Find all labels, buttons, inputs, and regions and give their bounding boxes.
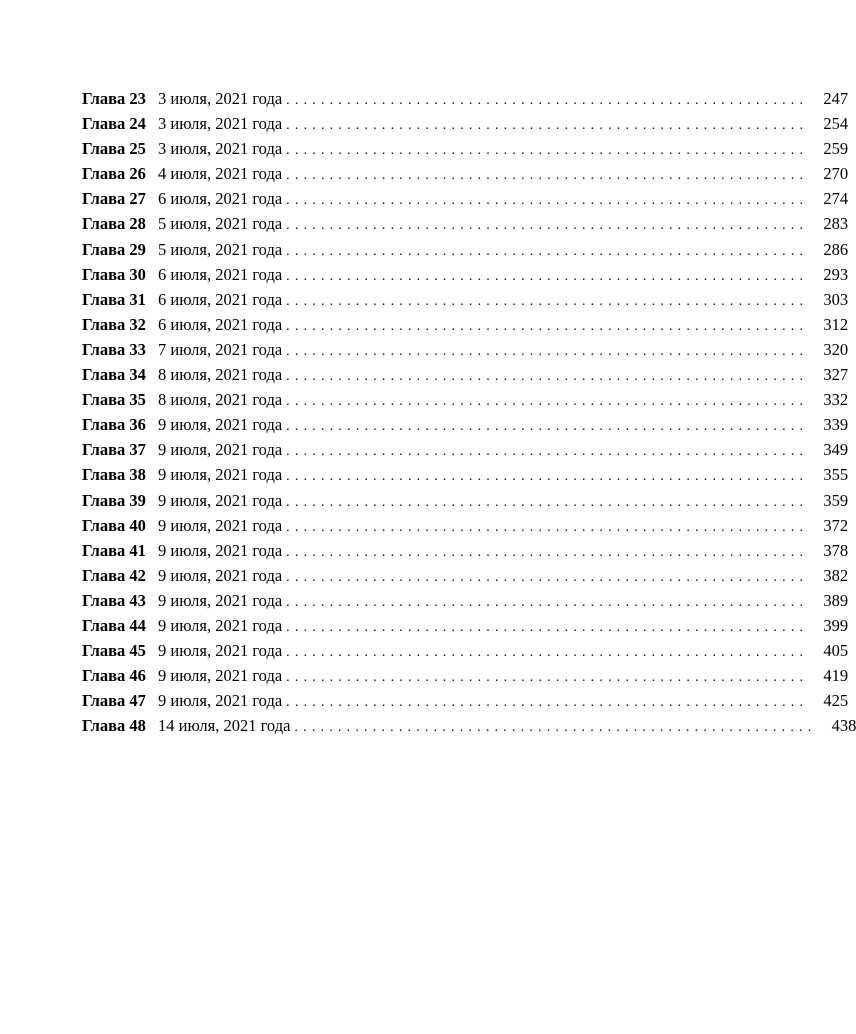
toc-dot-leader: ............................................................ — [286, 619, 809, 635]
toc-page-number: 332 — [823, 390, 849, 410]
toc-dot-leader: ............................................................ — [286, 444, 809, 460]
toc-chapter-label: Глава 29 — [82, 239, 146, 259]
toc-entry[interactable] — [82, 588, 849, 613]
toc-chapter-label: Глава 30 — [82, 264, 146, 284]
toc-entry-date: 9 июля, 2021 года — [158, 565, 283, 585]
toc-entry[interactable] — [82, 462, 849, 487]
toc-page-number: 259 — [823, 139, 849, 159]
toc-chapter-label: Глава 27 — [82, 189, 146, 209]
toc-page-number: 372 — [823, 515, 849, 535]
toc-entry-date: 8 июля, 2021 года — [158, 390, 283, 410]
toc-page-number: 320 — [823, 339, 849, 359]
toc-chapter-label: Глава 28 — [82, 214, 146, 234]
toc-dot-leader: ............................................................ — [286, 193, 809, 209]
toc-dot-leader: ............................................................ — [286, 93, 809, 108]
toc-chapter-label: Глава 38 — [82, 465, 146, 485]
toc-dot-leader: ............................................................ — [286, 318, 809, 334]
toc-entry[interactable] — [82, 86, 849, 111]
toc-dot-leader: ............................................................ — [286, 569, 809, 585]
toc-entry[interactable] — [82, 513, 849, 538]
toc-entry-date: 3 июля, 2021 года — [158, 114, 283, 134]
toc-dot-leader: ............................................................ — [286, 268, 809, 284]
toc-chapter-label: Глава 42 — [82, 565, 146, 585]
toc-entry-date: 9 июля, 2021 года — [158, 515, 283, 535]
toc-chapter-label: Глава 46 — [82, 666, 146, 686]
toc-dot-leader: ............................................................ — [286, 218, 809, 234]
toc-page-number: 382 — [823, 565, 849, 585]
toc-entry[interactable] — [82, 287, 849, 312]
toc-chapter-label: Глава 48 — [82, 716, 146, 736]
toc-page-number: 283 — [823, 214, 849, 234]
toc-page-number: 405 — [823, 641, 849, 661]
toc-dot-leader: ............................................................ — [286, 544, 809, 560]
toc-entry-date: 6 июля, 2021 года — [158, 289, 283, 309]
toc-entry[interactable] — [82, 312, 849, 337]
toc-page-number: 247 — [823, 89, 849, 108]
toc-chapter-label: Глава 26 — [82, 164, 146, 184]
toc-dot-leader: ............................................................ — [294, 720, 817, 736]
toc-entry-date: 5 июля, 2021 года — [158, 214, 283, 234]
toc-page-number: 349 — [823, 440, 849, 460]
toc-entry[interactable] — [82, 161, 849, 186]
toc-chapter-label: Глава 37 — [82, 440, 146, 460]
toc-page-number: 378 — [823, 540, 849, 560]
toc-dot-leader: ............................................................ — [286, 143, 809, 159]
toc-chapter-label: Глава 25 — [82, 139, 146, 159]
toc-dot-leader: ............................................................ — [286, 394, 809, 410]
toc-entry-date: 4 июля, 2021 года — [158, 164, 283, 184]
toc-page-number: 339 — [823, 415, 849, 435]
toc-page-number: 327 — [823, 365, 849, 385]
toc-entry-date: 9 июля, 2021 года — [158, 415, 283, 435]
toc-chapter-label: Глава 45 — [82, 641, 146, 661]
toc-entry[interactable] — [82, 613, 849, 638]
toc-dot-leader: ............................................................ — [286, 594, 809, 610]
toc-chapter-label: Глава 36 — [82, 415, 146, 435]
toc-dot-leader: ............................................................ — [286, 645, 809, 661]
toc-dot-leader: ............................................................ — [286, 419, 809, 435]
toc-entry[interactable] — [82, 638, 849, 663]
toc-entry-date: 8 июля, 2021 года — [158, 365, 283, 385]
toc-entry-date: 6 июля, 2021 года — [158, 264, 283, 284]
toc-page-number: 274 — [823, 189, 849, 209]
toc-entry-date: 9 июля, 2021 года — [158, 465, 283, 485]
toc-page-number: 359 — [823, 490, 849, 510]
toc-dot-leader: ............................................................ — [286, 695, 809, 711]
toc-chapter-label: Глава 41 — [82, 540, 146, 560]
toc-entry-date: 3 июля, 2021 года — [158, 139, 283, 159]
toc-entry[interactable] — [82, 538, 849, 563]
toc-chapter-label: Глава 33 — [82, 339, 146, 359]
toc-entry[interactable] — [82, 713, 856, 738]
toc-dot-leader: ............................................................ — [286, 243, 809, 259]
toc-entry-date: 6 июля, 2021 года — [158, 314, 283, 334]
toc-chapter-label: Глава 35 — [82, 390, 146, 410]
toc-dot-leader: ............................................................ — [286, 168, 809, 184]
toc-entry[interactable] — [82, 362, 849, 387]
toc-entry-date: 3 июля, 2021 года — [158, 89, 283, 108]
table-of-contents — [82, 86, 856, 738]
toc-dot-leader: ............................................................ — [286, 494, 809, 510]
toc-entry[interactable] — [82, 262, 849, 287]
toc-entry-date: 6 июля, 2021 года — [158, 189, 283, 209]
toc-entry-date: 9 июля, 2021 года — [158, 666, 283, 686]
toc-entry[interactable] — [82, 663, 849, 688]
toc-entry-date: 7 июля, 2021 года — [158, 339, 283, 359]
toc-chapter-label: Глава 31 — [82, 289, 146, 309]
toc-dot-leader: ............................................................ — [286, 469, 809, 485]
toc-chapter-label: Глава 43 — [82, 590, 146, 610]
toc-page-number: 419 — [823, 666, 849, 686]
toc-entry-date: 9 июля, 2021 года — [158, 440, 283, 460]
toc-entry[interactable] — [82, 387, 849, 412]
toc-chapter-label: Глава 32 — [82, 314, 146, 334]
toc-entry[interactable] — [82, 488, 849, 513]
toc-page-number: 355 — [823, 465, 849, 485]
toc-chapter-label: Глава 24 — [82, 114, 146, 134]
toc-entry[interactable] — [82, 563, 849, 588]
toc-entry[interactable] — [82, 237, 849, 262]
toc-entry[interactable] — [82, 211, 849, 236]
toc-chapter-label: Глава 44 — [82, 615, 146, 635]
toc-page-number: 286 — [823, 239, 849, 259]
toc-entry[interactable] — [82, 688, 849, 713]
toc-page-number: 293 — [823, 264, 849, 284]
toc-entry-date: 9 июля, 2021 года — [158, 691, 283, 711]
toc-entry[interactable] — [82, 437, 849, 462]
toc-page-number: 312 — [823, 314, 849, 334]
toc-entry-date: 9 июля, 2021 года — [158, 490, 283, 510]
toc-chapter-label: Глава 47 — [82, 691, 146, 711]
toc-dot-leader: ............................................................ — [286, 118, 809, 134]
toc-entry[interactable] — [82, 111, 849, 136]
toc-chapter-label: Глава 23 — [82, 89, 146, 108]
toc-page-number: 270 — [823, 164, 849, 184]
toc-dot-leader: ............................................................ — [286, 519, 809, 535]
toc-page-number: 425 — [823, 691, 849, 711]
toc-entry-date: 9 июля, 2021 года — [158, 540, 283, 560]
toc-page-number: 254 — [823, 114, 849, 134]
toc-page-number: 389 — [823, 590, 849, 610]
toc-entry[interactable] — [82, 136, 849, 161]
toc-entry-date: 9 июля, 2021 года — [158, 641, 283, 661]
toc-page-number: 399 — [823, 615, 849, 635]
toc-entry-date: 9 июля, 2021 года — [158, 590, 283, 610]
toc-page-number: 303 — [823, 289, 849, 309]
toc-chapter-label: Глава 40 — [82, 515, 146, 535]
toc-entry[interactable] — [82, 186, 849, 211]
toc-entry[interactable] — [82, 412, 849, 437]
toc-dot-leader: ............................................................ — [286, 369, 809, 385]
toc-entry-date: 9 июля, 2021 года — [158, 615, 283, 635]
toc-chapter-label: Глава 34 — [82, 365, 146, 385]
toc-dot-leader: ............................................................ — [286, 670, 809, 686]
toc-chapter-label: Глава 39 — [82, 490, 146, 510]
toc-page-number: 438 — [831, 716, 856, 736]
toc-entry-date: 14 июля, 2021 года — [158, 716, 291, 736]
toc-dot-leader: ............................................................ — [286, 343, 809, 359]
toc-entry-date: 5 июля, 2021 года — [158, 239, 283, 259]
toc-dot-leader: ............................................................ — [286, 293, 809, 309]
toc-entry[interactable] — [82, 337, 849, 362]
